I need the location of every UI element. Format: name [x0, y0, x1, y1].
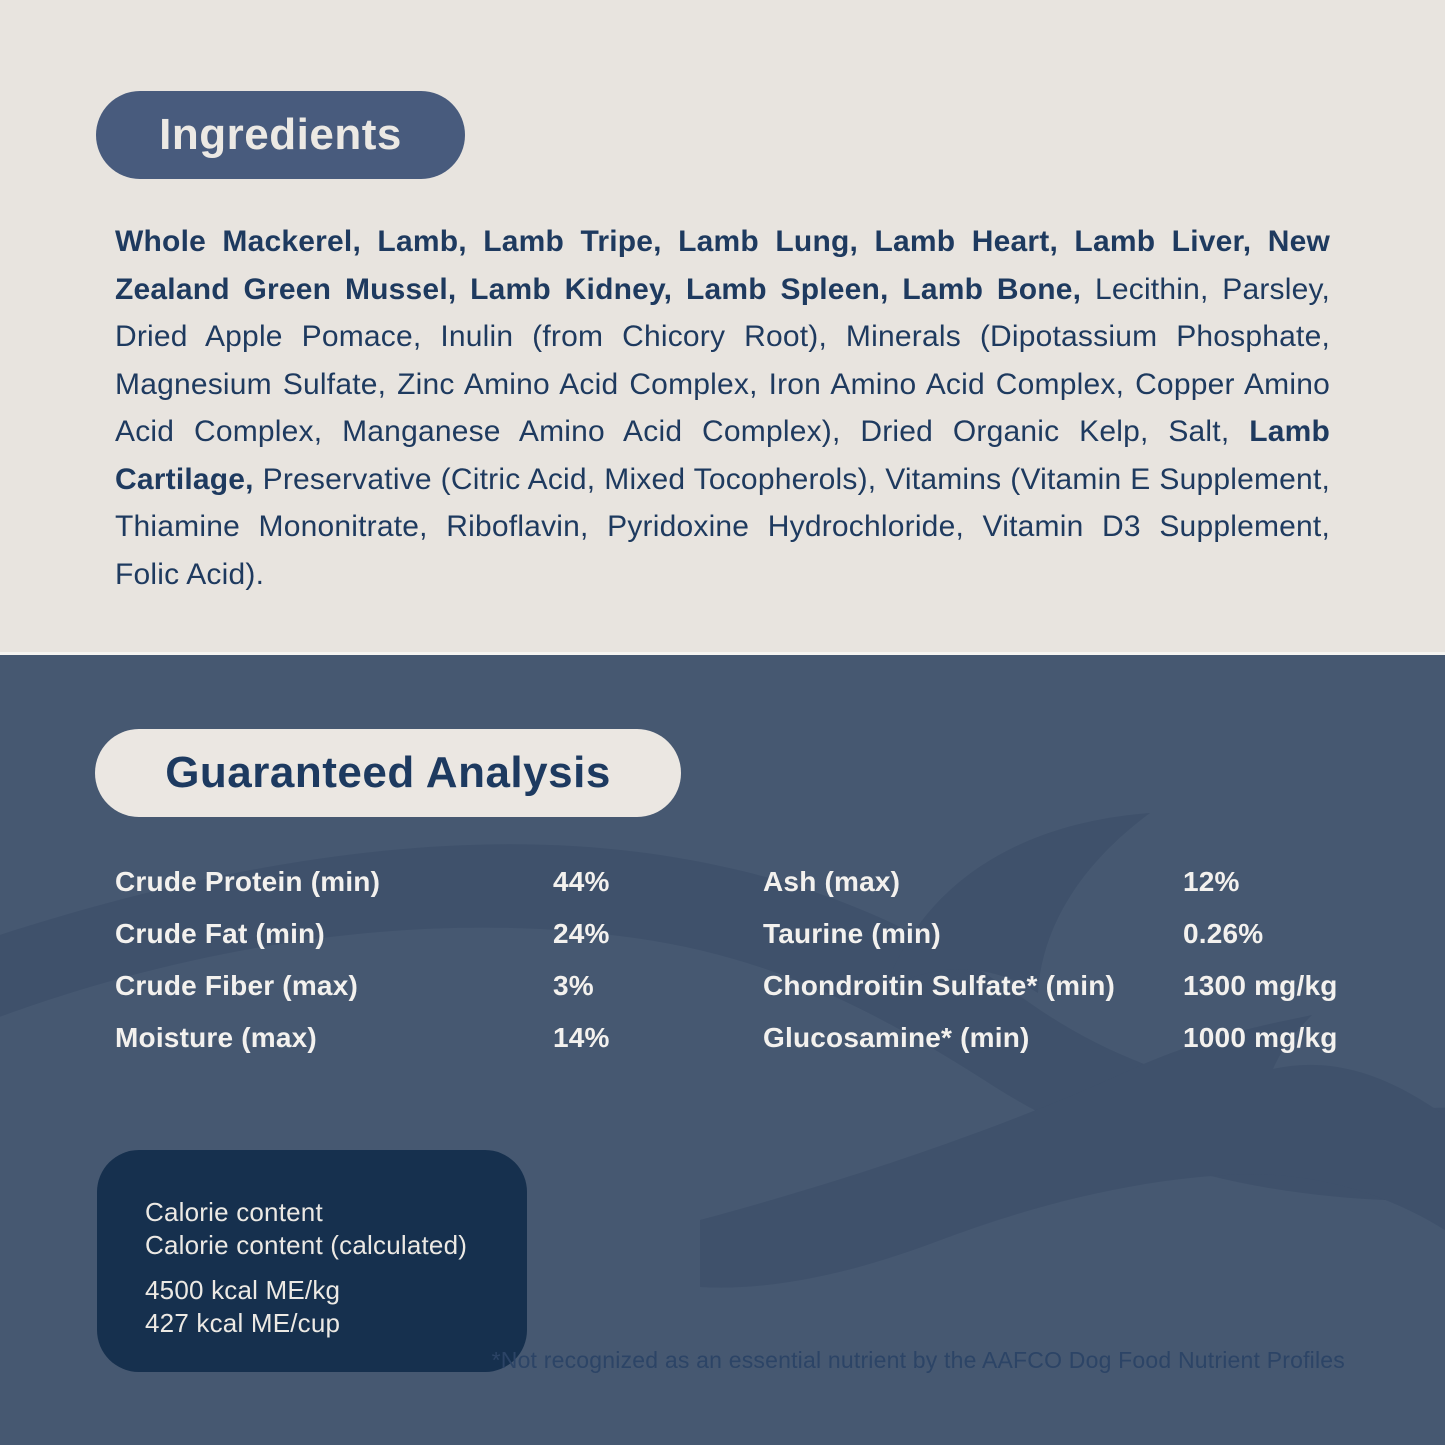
guaranteed-analysis-section — [0, 655, 1445, 1445]
analysis-value: 3% — [553, 970, 594, 1001]
analysis-title-pill — [95, 729, 681, 817]
analysis-row-crude-protein — [115, 856, 755, 908]
analysis-row-moisture — [115, 1012, 755, 1064]
analysis-label: Taurine (min) — [763, 918, 941, 949]
analysis-row-chondroitin — [763, 960, 1403, 1012]
aafco-footnote: *Not recognized as an essential nutrient by the AAFCO Dog Food Nutrient Profiles — [491, 1347, 1345, 1373]
analysis-value: 24% — [553, 918, 610, 949]
ingredients-primary-bold: Whole Mackerel, Lamb, Lamb Tripe, Lamb Lung, Lamb Heart, Lamb Liver, New Zealand Green Mussel, Lamb Kidney, Lamb Spleen, Lamb Bone, — [115, 225, 1330, 306]
ingredients-list-text — [115, 218, 1330, 598]
calorie-kcal-per-kg: 4500 kcal ME/kg — [145, 1275, 341, 1305]
analysis-title: Guaranteed Analysis — [165, 748, 611, 797]
calorie-content-box — [97, 1150, 527, 1372]
analysis-column-left — [115, 856, 755, 1064]
analysis-value: 0.26% — [1183, 918, 1264, 949]
analysis-label: Moisture (max) — [115, 1022, 317, 1053]
calorie-values — [145, 1274, 517, 1340]
analysis-label: Glucosamine* (min) — [763, 1022, 1030, 1053]
analysis-label: Crude Fiber (max) — [115, 970, 358, 1001]
calorie-content-line: Calorie content — [145, 1197, 323, 1227]
ingredients-regular-1: Lecithin, Parsley, Dried Apple Pomace, Inulin (from Chicory Root), Minerals (Dipotassium Phosphate, Magnesium Sulfate, Zinc Amino Acid Complex, Iron Amino Acid Complex, Copper Amino Acid Complex, Manganese Amino Acid Complex), Dried Organic Kelp, Salt, — [115, 272, 1330, 448]
analysis-value: 44% — [553, 866, 610, 897]
analysis-value: 12% — [1183, 866, 1240, 897]
ingredients-title: Ingredients — [159, 110, 402, 159]
analysis-label: Chondroitin Sulfate* (min) — [763, 970, 1116, 1001]
calorie-kcal-per-cup: 427 kcal ME/cup — [145, 1308, 341, 1338]
analysis-value: 1000 mg/kg — [1183, 1022, 1338, 1053]
analysis-label: Crude Fat (min) — [115, 918, 325, 949]
ingredients-title-pill — [96, 91, 465, 179]
analysis-row-ash — [763, 856, 1403, 908]
ingredients-cartilage-bold: Lamb Cartilage, — [115, 415, 1330, 496]
analysis-value: 1300 mg/kg — [1183, 970, 1338, 1001]
analysis-row-crude-fat — [115, 908, 755, 960]
calorie-content-calculated-line: Calorie content (calculated) — [145, 1230, 468, 1260]
analysis-value: 14% — [553, 1022, 610, 1053]
analysis-label: Crude Protein (min) — [115, 866, 381, 897]
analysis-row-glucosamine — [763, 1012, 1403, 1064]
calorie-headings — [145, 1196, 517, 1262]
ingredients-regular-2: Preservative (Citric Acid, Mixed Tocopherols), Vitamins (Vitamin E Supplement, Thiamine Mononitrate, Riboflavin, Pyridoxine Hydrochloride, Vitamin D3 Supplement, Folic Acid). — [115, 462, 1331, 591]
analysis-column-right — [763, 856, 1403, 1064]
analysis-label: Ash (max) — [763, 866, 901, 897]
ingredients-section — [0, 0, 1445, 652]
analysis-row-crude-fiber — [115, 960, 755, 1012]
analysis-row-taurine — [763, 908, 1403, 960]
